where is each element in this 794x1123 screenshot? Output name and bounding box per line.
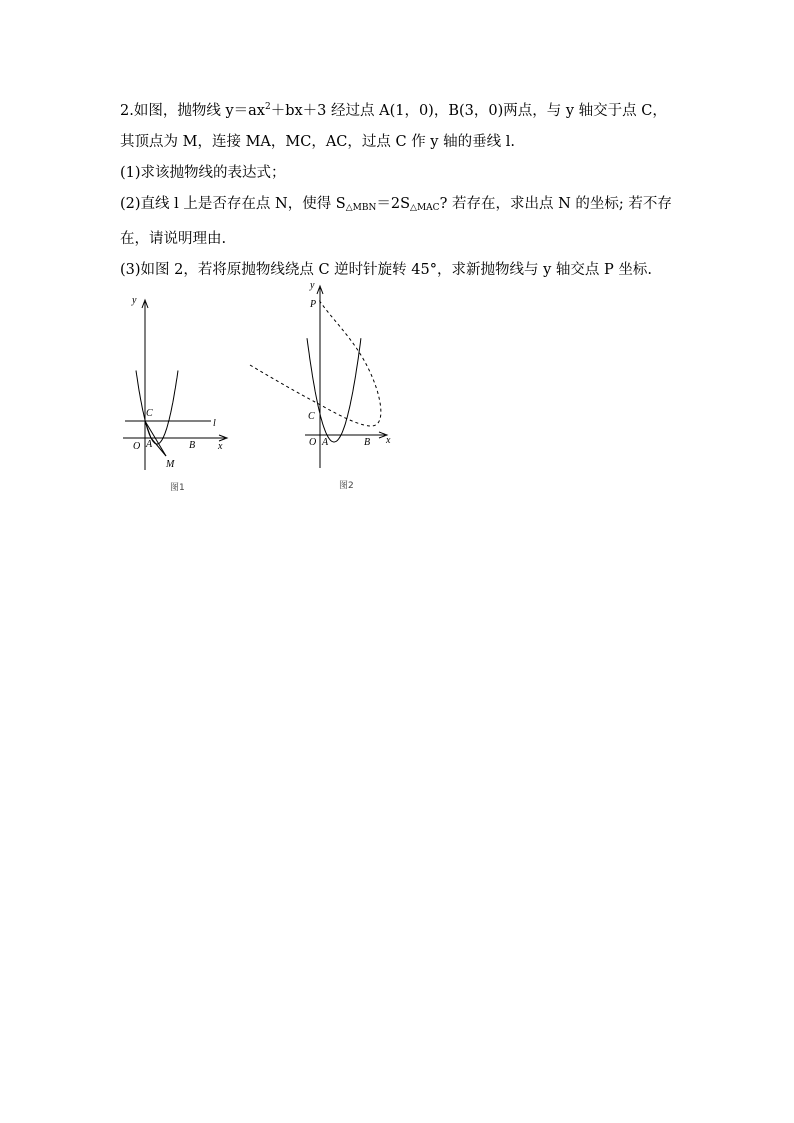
rotated-parabola <box>250 300 381 426</box>
part-2-c: ? 若存在，求出点 N 的坐标; 若不存 <box>439 196 672 212</box>
parabola <box>307 338 361 442</box>
label-c: C <box>308 411 315 422</box>
label-x: x <box>386 435 391 446</box>
caption: 图2 <box>339 481 354 491</box>
problem-line-1 <box>120 92 710 127</box>
label-a: A <box>146 439 153 450</box>
part-2-a: (2)直线 l 上是否存在点 N，使得 S <box>120 196 346 212</box>
problem-text <box>120 92 710 286</box>
question-part-2-cont: 在，请说明理由. <box>120 231 227 247</box>
label-y: y <box>132 295 137 306</box>
caption: 图1 <box>170 483 185 493</box>
label-x: x <box>218 441 223 452</box>
problem-line-1-a: 2.如图，抛物线 y＝ax <box>120 103 265 119</box>
label-p: P <box>310 299 317 310</box>
segment-ma <box>151 438 166 456</box>
label-a: A <box>322 437 329 448</box>
question-part-3: (3)如图 2，若将原抛物线绕点 C 逆时针旋转 45°，求新抛物线与 y 轴交点 P 坐标. <box>120 262 652 278</box>
exponent: 2 <box>264 102 271 112</box>
problem-line-1-b: ＋bx＋3 经过点 A(1，0)，B(3，0)两点，与 y 轴交于点 C， <box>270 103 667 119</box>
figure-2 <box>245 282 415 492</box>
label-b: B <box>364 437 371 448</box>
question-part-2 <box>120 189 710 224</box>
problem-line-2: 其顶点为 M，连接 MA，MC，AC，过点 C 作 y 轴的垂线 l. <box>120 134 515 150</box>
subscript-mac: △MAC <box>410 203 440 213</box>
label-b: B <box>189 440 196 451</box>
label-y: y <box>310 280 315 291</box>
figure-1 <box>115 292 235 497</box>
subscript-mbn: △MBN <box>345 203 377 213</box>
label-o: O <box>133 441 141 452</box>
label-l: l <box>213 418 216 429</box>
parabola <box>136 371 178 445</box>
question-part-1: (1)求该抛物线的表达式； <box>120 165 286 181</box>
label-c: C <box>146 408 153 419</box>
label-m: M <box>166 459 175 470</box>
label-o: O <box>309 437 317 448</box>
part-2-b: ＝2S <box>376 196 411 212</box>
